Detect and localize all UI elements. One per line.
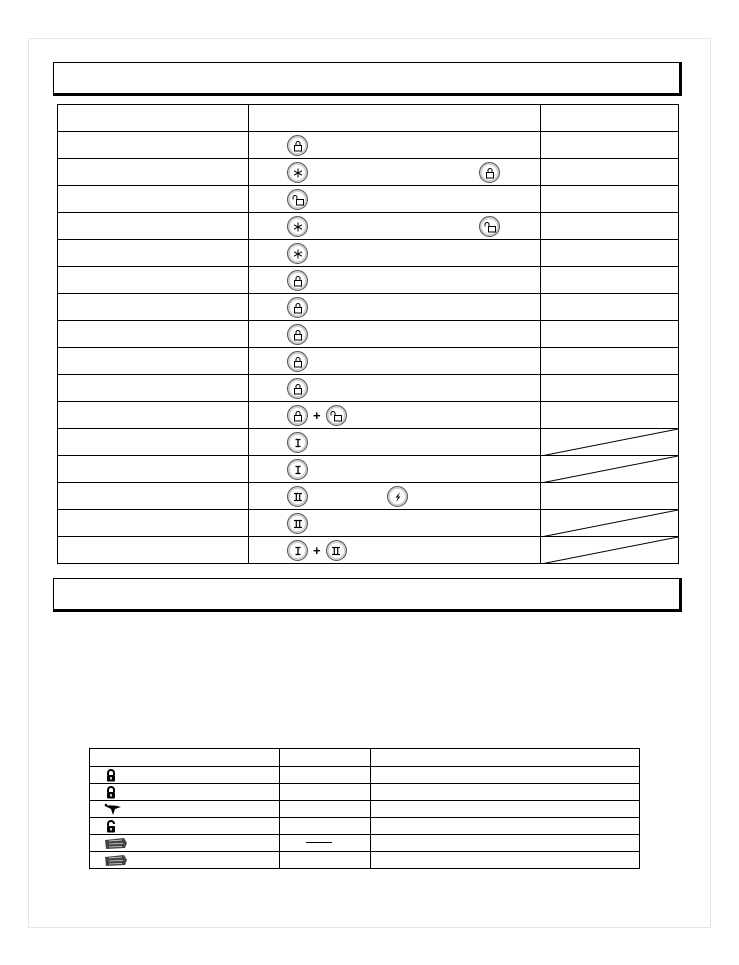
table-row bbox=[58, 375, 679, 402]
key-sequence bbox=[287, 216, 308, 237]
table-header-row bbox=[58, 105, 679, 132]
operation-cell bbox=[249, 159, 541, 186]
channel-2-button-icon bbox=[287, 513, 308, 534]
not-applicable-diagonal bbox=[541, 537, 678, 564]
key-sequence bbox=[287, 135, 308, 156]
operation-cell bbox=[249, 456, 541, 483]
status-value-cell bbox=[280, 835, 371, 852]
status-value-cell bbox=[280, 818, 371, 835]
padlock-closed-icon bbox=[104, 769, 118, 782]
notes-cell bbox=[541, 240, 679, 267]
table-row bbox=[58, 456, 679, 483]
channel-2-button-icon bbox=[287, 486, 308, 507]
star-button-icon bbox=[287, 216, 308, 237]
lock-button-icon bbox=[479, 162, 500, 183]
table-row bbox=[58, 402, 679, 429]
notes-cell bbox=[541, 132, 679, 159]
status-icon-cell bbox=[90, 801, 280, 818]
function-cell bbox=[58, 132, 249, 159]
function-cell bbox=[58, 267, 249, 294]
operation-cell bbox=[249, 240, 541, 267]
key-sequence bbox=[287, 540, 347, 561]
table-row bbox=[58, 510, 679, 537]
header-cell-function bbox=[58, 105, 249, 132]
notes-cell bbox=[541, 402, 679, 429]
table-row bbox=[58, 132, 679, 159]
key-sequence bbox=[287, 189, 308, 210]
status-icon-cell bbox=[90, 784, 280, 801]
function-cell bbox=[58, 429, 249, 456]
notes-cell bbox=[541, 186, 679, 213]
unlock-button-icon bbox=[479, 216, 500, 237]
status-row bbox=[90, 835, 640, 852]
operation-cell bbox=[249, 510, 541, 537]
notes-cell bbox=[541, 159, 679, 186]
status-table bbox=[89, 748, 640, 869]
operation-cell bbox=[249, 132, 541, 159]
table-row bbox=[58, 186, 679, 213]
key-sequence bbox=[287, 324, 308, 345]
table-row bbox=[58, 240, 679, 267]
channel-1-button-icon bbox=[287, 459, 308, 480]
operation-cell bbox=[249, 267, 541, 294]
key-sequence bbox=[287, 270, 308, 291]
unlock-button-icon bbox=[326, 405, 347, 426]
status-header-cell-1 bbox=[90, 749, 280, 767]
section-header-2 bbox=[53, 578, 682, 612]
key-sequence bbox=[287, 162, 308, 183]
table-row bbox=[58, 537, 679, 564]
operation-cell bbox=[249, 483, 541, 510]
key-sequence bbox=[287, 459, 308, 480]
function-table bbox=[57, 104, 679, 564]
padlock-closed-icon bbox=[104, 786, 118, 799]
siren-icon bbox=[104, 803, 122, 816]
key-sequence bbox=[287, 405, 347, 426]
not-applicable-diagonal bbox=[541, 429, 678, 456]
status-value-cell bbox=[280, 801, 371, 818]
notes-cell bbox=[541, 537, 679, 564]
function-cell bbox=[58, 240, 249, 267]
function-cell bbox=[58, 375, 249, 402]
key-sequence bbox=[287, 351, 308, 372]
status-icon-cell bbox=[90, 767, 280, 784]
channel-2-button-icon bbox=[326, 540, 347, 561]
operation-cell bbox=[249, 402, 541, 429]
operation-cell bbox=[249, 537, 541, 564]
status-description-cell bbox=[371, 767, 640, 784]
function-cell bbox=[58, 159, 249, 186]
channel-1-button-icon bbox=[287, 432, 308, 453]
status-header-cell-2 bbox=[280, 749, 371, 767]
function-cell bbox=[58, 456, 249, 483]
lock-button-icon bbox=[287, 378, 308, 399]
bolt-button-icon bbox=[387, 486, 408, 507]
operation-cell bbox=[249, 321, 541, 348]
dash-line bbox=[306, 842, 332, 843]
function-cell bbox=[58, 402, 249, 429]
header-cell-notes bbox=[541, 105, 679, 132]
key-sequence bbox=[287, 513, 308, 534]
status-header-row bbox=[90, 749, 640, 767]
status-row bbox=[90, 784, 640, 801]
status-header-cell-3 bbox=[371, 749, 640, 767]
status-icon-cell bbox=[90, 818, 280, 835]
notes-cell bbox=[541, 456, 679, 483]
plus-sign-icon: + bbox=[313, 408, 321, 423]
status-description-cell bbox=[371, 784, 640, 801]
operation-cell bbox=[249, 213, 541, 240]
lock-button-icon bbox=[287, 324, 308, 345]
notes-cell bbox=[541, 510, 679, 537]
star-button-icon bbox=[287, 162, 308, 183]
status-icon-cell bbox=[90, 852, 280, 869]
function-cell bbox=[58, 348, 249, 375]
status-row bbox=[90, 801, 640, 818]
status-row bbox=[90, 767, 640, 784]
star-button-icon bbox=[287, 243, 308, 264]
status-value-cell bbox=[280, 784, 371, 801]
padlock-open-icon bbox=[104, 820, 118, 833]
lock-button-icon bbox=[287, 351, 308, 372]
unlock-button-icon bbox=[287, 189, 308, 210]
function-cell bbox=[58, 537, 249, 564]
function-cell bbox=[58, 186, 249, 213]
notes-cell bbox=[541, 348, 679, 375]
function-cell bbox=[58, 321, 249, 348]
status-description-cell bbox=[371, 818, 640, 835]
operation-cell bbox=[249, 375, 541, 402]
table-row bbox=[58, 483, 679, 510]
status-description-cell bbox=[371, 852, 640, 869]
remote-fob-icon bbox=[104, 837, 128, 850]
function-cell bbox=[58, 294, 249, 321]
table-row bbox=[58, 321, 679, 348]
lock-button-icon bbox=[287, 297, 308, 318]
operation-cell bbox=[249, 348, 541, 375]
key-sequence bbox=[287, 243, 308, 264]
notes-cell bbox=[541, 483, 679, 510]
operation-cell bbox=[249, 429, 541, 456]
notes-cell bbox=[541, 213, 679, 240]
table-row bbox=[58, 213, 679, 240]
channel-1-button-icon bbox=[287, 540, 308, 561]
table-row bbox=[58, 348, 679, 375]
function-cell bbox=[58, 510, 249, 537]
function-cell bbox=[58, 213, 249, 240]
status-row bbox=[90, 818, 640, 835]
not-applicable-diagonal bbox=[541, 510, 678, 537]
status-value-cell bbox=[280, 852, 371, 869]
table-row bbox=[58, 294, 679, 321]
notes-cell bbox=[541, 375, 679, 402]
key-sequence bbox=[287, 297, 308, 318]
notes-cell bbox=[541, 429, 679, 456]
status-description-cell bbox=[371, 835, 640, 852]
status-row bbox=[90, 852, 640, 869]
table-row bbox=[58, 267, 679, 294]
key-sequence bbox=[287, 378, 308, 399]
plus-sign-icon: + bbox=[313, 543, 321, 558]
operation-cell bbox=[249, 294, 541, 321]
header-cell-operation bbox=[249, 105, 541, 132]
remote-fob-icon bbox=[104, 854, 128, 867]
function-cell bbox=[58, 483, 249, 510]
lock-button-icon bbox=[287, 270, 308, 291]
status-value-cell bbox=[280, 767, 371, 784]
notes-cell bbox=[541, 321, 679, 348]
not-applicable-diagonal bbox=[541, 456, 678, 483]
lock-button-icon bbox=[287, 405, 308, 426]
table-row bbox=[58, 159, 679, 186]
status-icon-cell bbox=[90, 835, 280, 852]
key-sequence bbox=[287, 432, 308, 453]
table-row bbox=[58, 429, 679, 456]
lock-button-icon bbox=[287, 135, 308, 156]
status-description-cell bbox=[371, 801, 640, 818]
section-header-1 bbox=[53, 62, 682, 96]
key-sequence bbox=[287, 486, 308, 507]
operation-cell bbox=[249, 186, 541, 213]
notes-cell bbox=[541, 267, 679, 294]
notes-cell bbox=[541, 294, 679, 321]
